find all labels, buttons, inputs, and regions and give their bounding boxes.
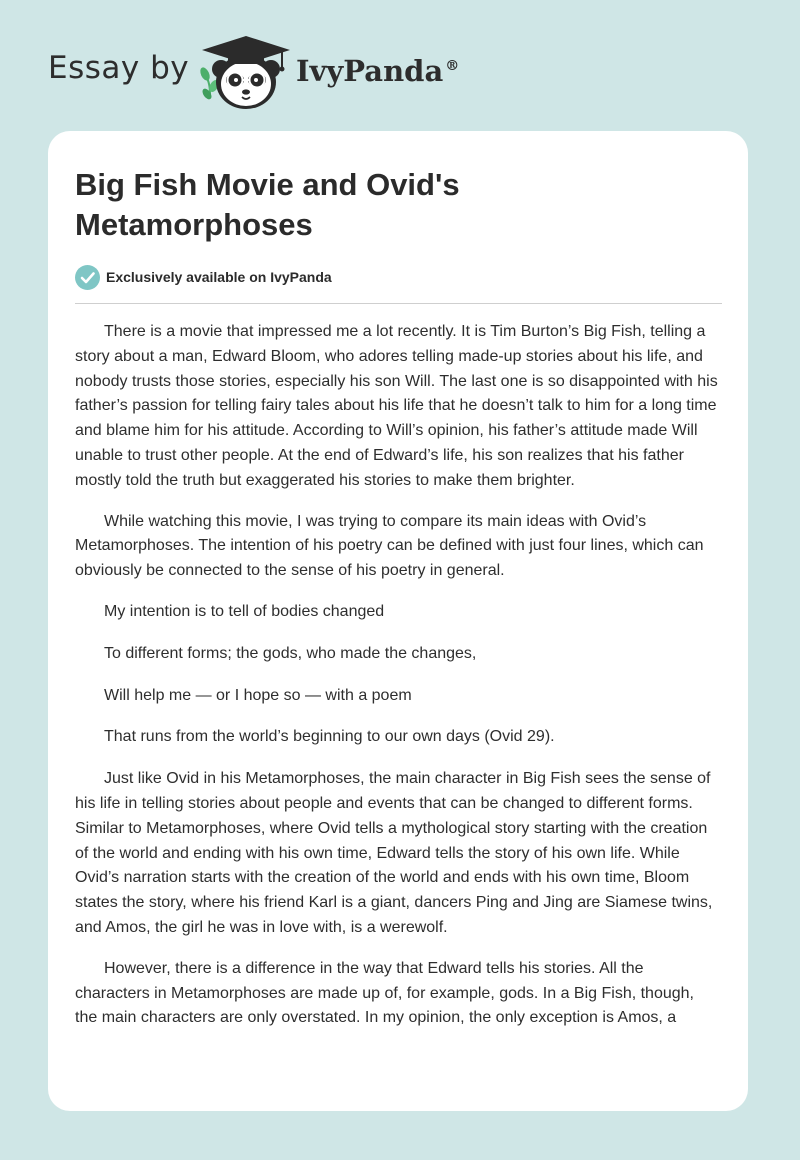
brand-name-text: IvyPanda [296,54,444,88]
verse-line: To different forms; the gods, who made the changes, [104,644,477,662]
paragraph: There is a movie that impressed me a lot recently. It is Tim Burton’s Big Fish, telling a story about a man, Edward Bloom, who adores telling made-up stories about his life, and nobody trusts those stories, especially his son Will. The last one is so disappointed with his father’s passion for telling fairy tales about his life that he doesn’t talk to him for a long time and blame him for his attitude. According to Will’s opinion, his father’s attitude made Will unable to trust other people. At the end of Edward’s life, his son realizes that his father mostly told the truth but exaggerated his stories to make them brighter. [75,323,718,489]
verse-line: My intention is to tell of bodies changed [104,602,385,620]
brand-prefix: Essay by [48,50,190,86]
verse-line: Will help me — or I hope so — with a poem [104,686,412,704]
essay-card [48,131,748,1111]
essay-body [75,320,720,1047]
check-circle-icon [75,265,100,290]
registered-mark: ® [445,58,460,75]
paragraph: While watching this movie, I was trying to compare its main ideas with Ovid’s Metamorphoses. The intention of his poetry can be defined with just four lines, which can obviously be connected to the sense of his poetry in general. [75,512,704,580]
exclusive-label: Exclusively available on IvyPanda [106,269,332,285]
site-header [0,0,800,120]
verse-line: That runs from the world’s beginning to our own days (Ovid 29). [104,728,555,746]
divider [75,303,722,304]
brand-name[interactable] [296,54,459,88]
exclusive-badge [75,264,332,290]
paragraph: Just like Ovid in his Metamorphoses, the main character in Big Fish sees the sense of his life in telling stories about people and events that can be changed to different forms. Similar to Metamorphoses, where Ovid tells a mythological story starting with the creation of the world and ending with his own time, Edward tells the story of his own life. While Ovid’s narration starts with the creation of the world and ends with his own time, Bloom states the story, where his friend Karl is a giant, dancers Ping and Jing are Siamese twins, and Amos, the girl he was in love with, is a werewolf. [75,770,713,936]
essay-title: Big Fish Movie and Ovid's Metamorphoses [75,167,460,242]
panda-graduate-icon[interactable] [198,34,294,110]
paragraph: However, there is a difference in the way that Edward tells his stories. All the characters in Metamorphoses are made up of, for example, gods. In a Big Fish, though, the main characters are only overstated. In my opinion, the only exception is Amos, a [75,959,694,1027]
